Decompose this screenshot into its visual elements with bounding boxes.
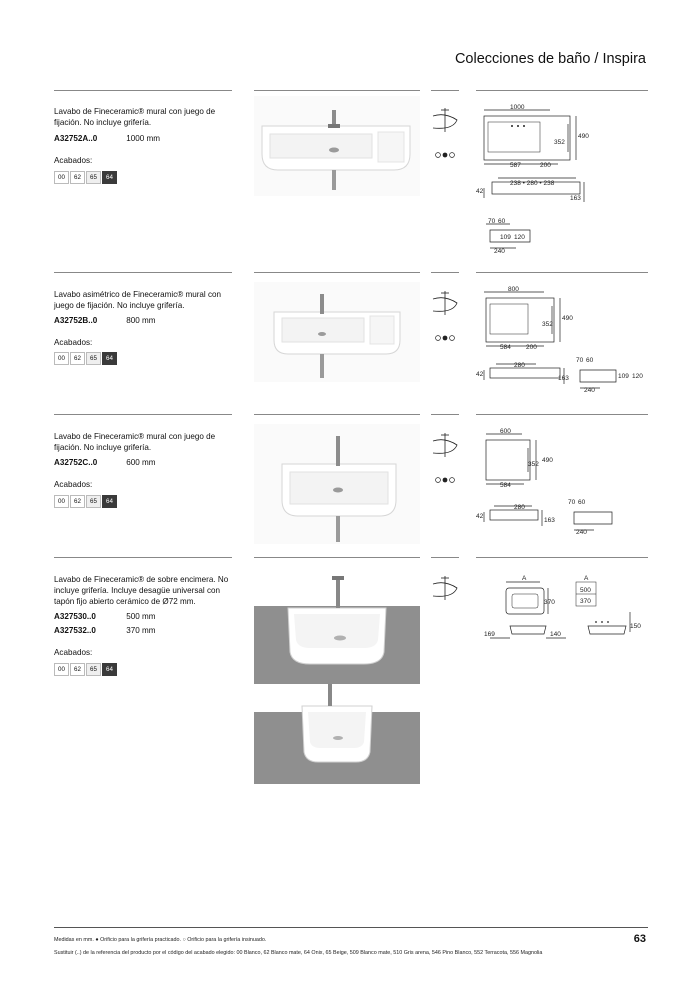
divider (476, 414, 648, 415)
product-photo-wall-basin-600 (254, 424, 420, 544)
dim-s3: 109 (500, 234, 511, 241)
dim-depth: 490 (542, 457, 553, 464)
product-code: A327532..0 (54, 626, 96, 635)
finish-swatches (54, 495, 117, 508)
dim-inner: 352 (542, 321, 553, 328)
dim-h1: 42 (476, 513, 484, 520)
dim-holes: 238 • 280 • 238 (510, 180, 555, 187)
divider (254, 90, 420, 91)
wall-mount-icon (433, 108, 457, 132)
product-description: Lavabo asimétrico de Fineceramic® mural con juego de fijación. No incluye grifería. (54, 290, 222, 310)
divider (476, 90, 648, 91)
dim-holes: 280 (514, 504, 525, 511)
technical-drawing (476, 426, 648, 538)
divider (431, 557, 459, 558)
dim-h1: 42 (476, 188, 484, 195)
finish-swatch-62: 62 (70, 352, 85, 365)
dim-inner: 352 (528, 461, 539, 468)
wall-mount-icon (433, 576, 457, 600)
dim-s5: 240 (494, 248, 505, 255)
dim-s1: 70 (576, 357, 584, 364)
footer-divider (54, 927, 648, 928)
product-code: A32752B..0 (54, 316, 98, 325)
page-number: 63 (633, 933, 646, 945)
dim-h3: 150 (630, 623, 641, 630)
finish-swatch-65: 65 (86, 663, 101, 676)
dim-s5: 240 (576, 529, 587, 536)
dim-depth: 490 (562, 315, 573, 322)
dim-h1: 42 (476, 371, 484, 378)
product-size: 600 mm (126, 458, 156, 467)
product-code-row (54, 612, 156, 621)
dim-s4: 120 (514, 234, 525, 241)
dim-inner: 352 (554, 139, 565, 146)
finish-swatches (54, 352, 117, 365)
product-photo-countertop-basin-500 (254, 574, 420, 684)
faucet-hole-icons (431, 574, 459, 608)
product-description: Lavabo de Fineceramic® de sobre encimera. No incluye grifería. Incluye desagüe universal con tapón fijo abierto cerámico de Ø72 mm. (54, 575, 229, 606)
faucet-hole-icons (431, 289, 459, 345)
technical-drawing (476, 102, 648, 260)
finish-swatches (54, 663, 117, 676)
dim-h2: 163 (544, 517, 555, 524)
page-header-title: Colecciones de baño / Inspira (454, 51, 646, 67)
product-description: Lavabo de Fineceramic® mural con juego de fijación. No incluye grifería. (54, 432, 216, 452)
dim-width: 1000 (510, 104, 525, 111)
divider (476, 272, 648, 273)
product-photo-countertop-basin-370 (254, 684, 420, 784)
product-photo-wall-basin-1000 (254, 96, 420, 196)
dim-depth: 490 (578, 133, 589, 140)
finish-swatch-65: 65 (86, 171, 101, 184)
finish-swatch-62: 62 (70, 495, 85, 508)
finish-swatches (54, 171, 117, 184)
product-code-row (54, 134, 160, 143)
dim-s3: 109 (618, 373, 629, 380)
faucet-hole-icons (431, 106, 459, 162)
product-size: 500 mm (126, 612, 156, 621)
finishes-label: Acabados: (54, 156, 93, 165)
dim-right: 200 (526, 344, 537, 351)
footer-note-finish-codes: Sustituir (..) de la referencia del producto por el código del acabado elegido: 00 Blanco, 62 Blanco mate, 64 Onix, 65 Beige, 509 Blanco mate, 510 Gris arena, 546 Pino Blanco, 552 Terracota, 556 Magnolia (54, 950, 543, 956)
faucet-hole-icons (431, 431, 459, 487)
dim-h2: 140 (550, 631, 561, 638)
tap-holes-icon (436, 153, 455, 158)
product-code: A327530..0 (54, 612, 96, 621)
divider (254, 557, 420, 558)
wall-mount-icon (433, 433, 457, 457)
product-photo-asymmetric-basin-800 (254, 282, 420, 382)
wall-mount-icon (433, 291, 457, 315)
dim-a-label: A (522, 575, 527, 582)
dim-s2: 60 (578, 499, 586, 506)
technical-drawing (476, 572, 648, 644)
finish-swatch-64: 64 (102, 171, 117, 184)
dim-right: 200 (540, 162, 551, 169)
product-description: Lavabo de Fineceramic® mural con juego de fijación. No incluye grifería. (54, 107, 216, 127)
product-size: 800 mm (126, 316, 156, 325)
divider (54, 272, 232, 273)
tap-holes-icon (436, 478, 455, 483)
divider (254, 414, 420, 415)
divider (431, 272, 459, 273)
dim-s4: 120 (632, 373, 643, 380)
divider (254, 272, 420, 273)
finish-swatch-62: 62 (70, 663, 85, 676)
dim-a-370: 370 (580, 598, 591, 605)
product-code: A32752C..0 (54, 458, 98, 467)
technical-drawing (476, 284, 648, 396)
dim-a-header: A (584, 575, 589, 582)
finishes-label: Acabados: (54, 338, 93, 347)
dim-s2: 60 (498, 218, 506, 225)
divider (476, 557, 648, 558)
tap-holes-icon (436, 336, 455, 341)
dim-s2: 60 (586, 357, 594, 364)
dim-left: 587 (510, 162, 521, 169)
finish-swatch-65: 65 (86, 495, 101, 508)
finish-swatch-00: 00 (54, 663, 69, 676)
product-code-row (54, 458, 156, 467)
footer-note-measurements: Medidas en mm. ● Orificio para la grifería practicado. ○ Orificio para la grifería insinuado. (54, 937, 267, 943)
finish-swatch-00: 00 (54, 352, 69, 365)
finish-swatch-00: 00 (54, 171, 69, 184)
product-size: 1000 mm (126, 134, 160, 143)
finish-swatch-64: 64 (102, 495, 117, 508)
dim-depth: 370 (544, 599, 555, 606)
dim-width: 600 (500, 428, 511, 435)
divider (54, 557, 232, 558)
finish-swatch-64: 64 (102, 352, 117, 365)
finishes-label: Acabados: (54, 480, 93, 489)
dim-h2: 163 (570, 195, 581, 202)
dim-s5: 240 (584, 387, 595, 394)
finish-swatch-00: 00 (54, 495, 69, 508)
divider (431, 90, 459, 91)
dim-a-500: 500 (580, 587, 591, 594)
product-code: A32752A..0 (54, 134, 98, 143)
dim-width: 800 (508, 286, 519, 293)
finish-swatch-64: 64 (102, 663, 117, 676)
dim-s1: 70 (488, 218, 496, 225)
dim-left: 584 (500, 482, 511, 489)
dim-holes: 280 (514, 362, 525, 369)
dim-h2: 163 (558, 375, 569, 382)
divider (54, 414, 232, 415)
finish-swatch-62: 62 (70, 171, 85, 184)
product-code-row (54, 316, 156, 325)
dim-h1: 169 (484, 631, 495, 638)
finishes-label: Acabados: (54, 648, 93, 657)
finish-swatch-65: 65 (86, 352, 101, 365)
dim-s1: 70 (568, 499, 576, 506)
dim-left: 584 (500, 344, 511, 351)
product-code-row (54, 626, 156, 635)
divider (54, 90, 232, 91)
divider (431, 414, 459, 415)
product-size: 370 mm (126, 626, 156, 635)
